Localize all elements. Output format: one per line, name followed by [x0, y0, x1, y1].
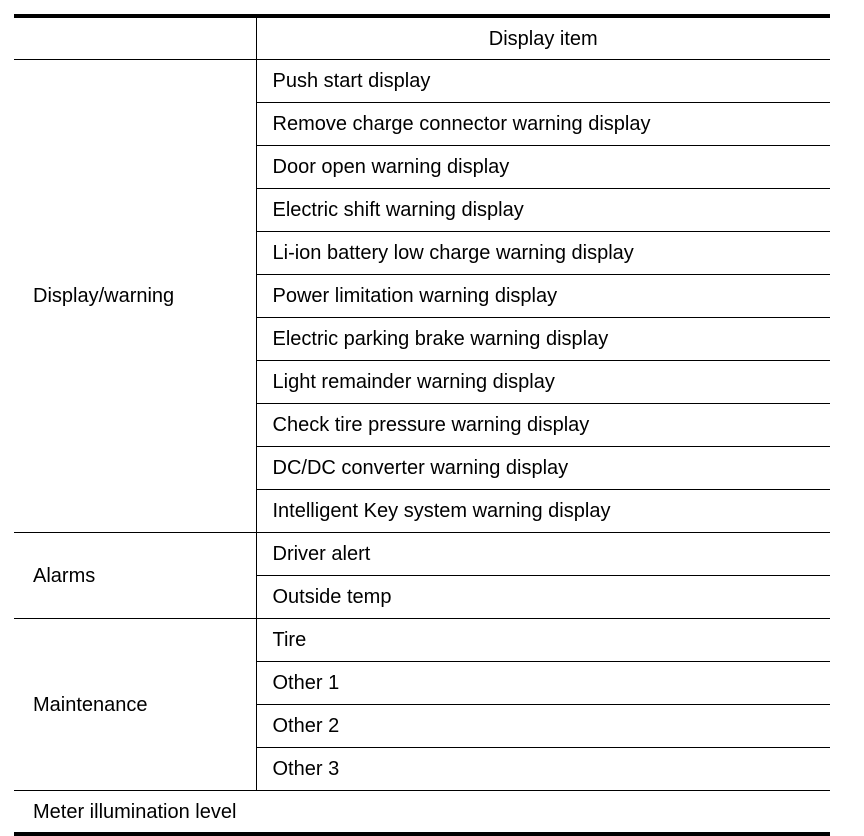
display-item-cell: Other 2	[256, 705, 830, 748]
display-item-cell: Electric shift warning display	[256, 189, 830, 232]
display-item-cell: Door open warning display	[256, 146, 830, 189]
category-maintenance: Maintenance	[14, 619, 256, 791]
meter-illumination-level-cell: Meter illumination level	[14, 791, 830, 835]
display-item-cell: Electric parking brake warning display	[256, 318, 830, 361]
table-row	[14, 60, 830, 103]
display-item-column-header: Display item	[256, 16, 830, 60]
display-item-cell: Intelligent Key system warning display	[256, 490, 830, 533]
display-item-cell: Outside temp	[256, 576, 830, 619]
display-item-cell: Power limitation warning display	[256, 275, 830, 318]
display-item-cell: Li-ion battery low charge warning display	[256, 232, 830, 275]
display-item-cell: Other 1	[256, 662, 830, 705]
category-display-warning: Display/warning	[14, 60, 256, 533]
display-item-cell: DC/DC converter warning display	[256, 447, 830, 490]
table-header-row	[14, 16, 830, 60]
table-row	[14, 791, 830, 835]
display-item-cell: Push start display	[256, 60, 830, 103]
category-alarms: Alarms	[14, 533, 256, 619]
display-item-cell: Light remainder warning display	[256, 361, 830, 404]
display-item-cell: Driver alert	[256, 533, 830, 576]
category-column-header	[14, 16, 256, 60]
display-item-cell: Check tire pressure warning display	[256, 404, 830, 447]
display-item-cell: Remove charge connector warning display	[256, 103, 830, 146]
table-row	[14, 533, 830, 576]
display-item-cell: Other 3	[256, 748, 830, 791]
table-row	[14, 619, 830, 662]
display-item-table	[14, 14, 830, 836]
display-item-cell: Tire	[256, 619, 830, 662]
